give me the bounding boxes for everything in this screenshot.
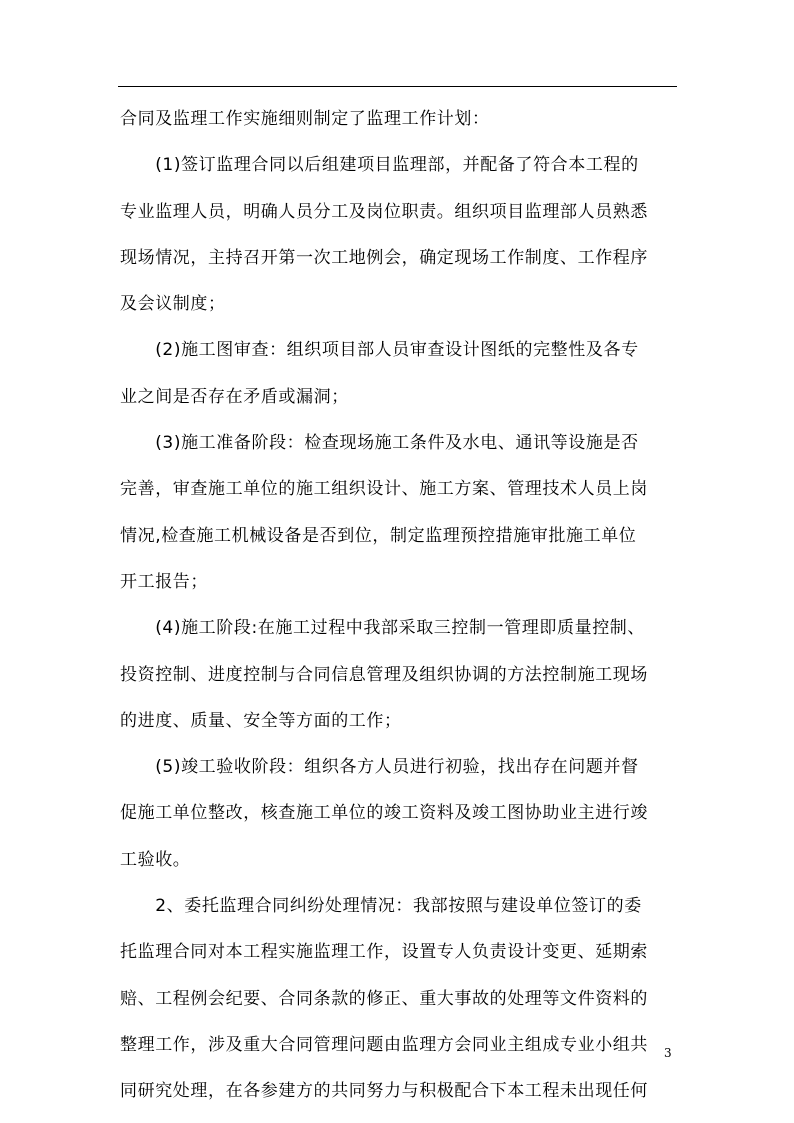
text-line: 专业监理人员，明确人员分工及岗位职责。组织项目监理部人员熟悉 bbox=[120, 201, 648, 222]
text-line: 情况,检查施工机械设备是否到位，制定监理预控措施审批施工单位 bbox=[120, 525, 637, 546]
text-line: 完善，审查施工单位的施工组织设计、施工方案、管理技术人员上岗 bbox=[120, 479, 648, 500]
text-line: 同研究处理，在各参建方的共同努力与积极配合下本工程未出现任何 bbox=[120, 1081, 648, 1102]
text-line: (4)施工阶段:在施工过程中我部采取三控制一管理即质量控制、 bbox=[120, 618, 646, 639]
text-line: (1)签订监理合同以后组建项目监理部，并配备了符合本工程的 bbox=[120, 155, 639, 176]
text-line: 托监理合同对本工程实施监理工作，设置专人负责设计变更、延期索 bbox=[120, 942, 648, 963]
text-line: 整理工作，涉及重大合同管理问题由监理方会同业主组成专业小组共 bbox=[120, 1034, 648, 1055]
text-line: 开工报告； bbox=[120, 571, 208, 592]
text-line: 赔、工程例会纪要、合同条款的修正、重大事故的处理等文件资料的 bbox=[120, 988, 648, 1009]
text-line: 现场情况，主持召开第一次工地例会，确定现场工作制度、工作程序 bbox=[120, 247, 648, 268]
text-line: 业之间是否存在矛盾或漏洞； bbox=[120, 386, 349, 407]
text-line: 的进度、质量、安全等方面的工作； bbox=[120, 710, 402, 731]
text-line: (5)竣工验收阶段：组织各方人员进行初验，找出存在问题并督 bbox=[120, 757, 639, 778]
text-line: (3)施工准备阶段：检查现场施工条件及水电、通讯等设施是否 bbox=[120, 433, 639, 454]
text-line: 工验收。 bbox=[120, 849, 191, 870]
text-line: 及会议制度； bbox=[120, 294, 226, 315]
header-rule bbox=[118, 86, 677, 87]
body-text bbox=[120, 96, 676, 1115]
text-line: 合同及监理工作实施细则制定了监理工作计划： bbox=[120, 109, 490, 129]
text-line: (2)施工图审查：组织项目部人员审查设计图纸的完整性及各专 bbox=[120, 340, 639, 361]
page-number: 3 bbox=[664, 1046, 672, 1060]
text-line: 促施工单位整改，核查施工单位的竣工资料及竣工图协助业主进行竣 bbox=[120, 803, 648, 824]
text-line: 投资控制、进度控制与合同信息管理及组织协调的方法控制施工现场 bbox=[120, 664, 648, 685]
text-line: 2、委托监理合同纠纷处理情况：我部按照与建设单位签订的委 bbox=[120, 896, 642, 917]
